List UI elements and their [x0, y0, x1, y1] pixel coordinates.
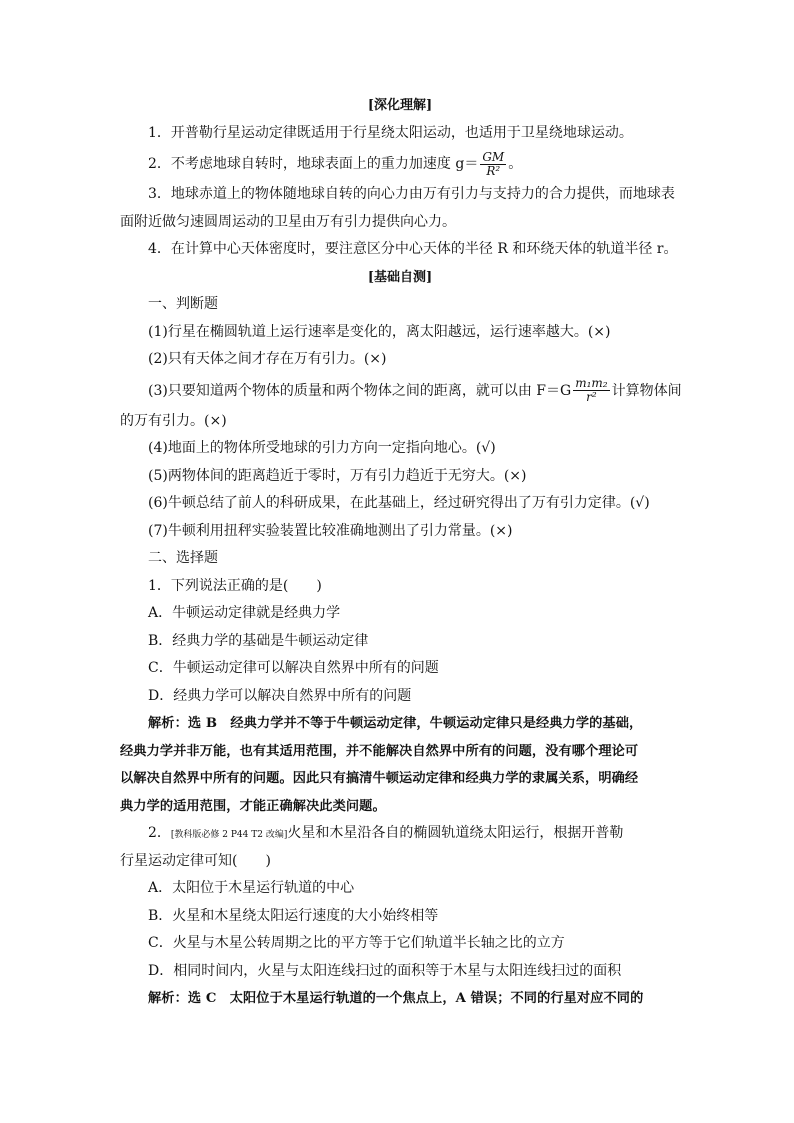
judge-item-4: (4)地面上的物体所受地球的引力方向一定指向地心。(√) [148, 440, 496, 456]
judge-item-6: (6)牛顿总结了前人的科研成果，在此基础上，经过研究得出了万有引力定律。(√) [148, 495, 650, 511]
judge-item-5: (5)两物体间的距离趋近于零时，万有引力趋近于无穷大。(×) [148, 467, 527, 484]
q2-analysis-1: 解析：选 C 太阳位于木星运行轨道的一个焦点上，A 错误；不同的行星对应不同的 [148, 991, 644, 1006]
judge-item-3-text: (3)只要知道两个物体的质量和两个物体之间的距离，就可以由 F＝G [148, 382, 572, 399]
formula-f-num: m₁m₂ [575, 376, 608, 390]
point-2-text: 2．不考虑地球自转时，地球表面上的重力加速度 g＝ [148, 156, 479, 172]
judge-item-3-cont: 的万有引力。(×) [120, 412, 227, 429]
section-heading-deepen: [深化理解] [367, 98, 433, 113]
formula-g-den: R² [486, 163, 501, 178]
formula-g-num: GM [482, 149, 505, 164]
q1-analysis-2: 经典力学并非万能，也有其适用范围，并不能解决自然界中所有的问题，没有哪个理论可 [120, 743, 639, 759]
formula-f-den: r² [586, 390, 597, 404]
q1-option-c: C．牛顿运动定律可以解决自然界中所有的问题 [148, 660, 439, 676]
judge-item-2: (2)只有天体之间才存在万有引力。(×) [148, 351, 387, 367]
q1-option-a: A．牛顿运动定律就是经典力学 [148, 605, 341, 621]
point-2 [120, 147, 680, 181]
section-heading-selftest: [基础自测] [367, 269, 433, 285]
q1-option-b: B．经典力学的基础是牛顿运动定律 [148, 632, 369, 649]
q1-analysis-3: 以解决自然界中所有的问题。因此只有搞清牛顿运动定律和经典力学的隶属关系，明确经 [120, 771, 639, 786]
q2-option-b: B．火星和木星绕太阳运行速度的大小始终相等 [148, 907, 439, 924]
q2-option-a: A．太阳位于木星运行轨道的中心 [148, 880, 355, 896]
q1-stem: 1．下列说法正确的是( ) [148, 577, 322, 594]
point-4: 4．在计算中心天体密度时，要注意区分中心天体的半径 R 和环绕天体的轨道半径 r。 [148, 241, 678, 257]
q2-source: [教科版必修 2 P44 T2 改编] [170, 830, 288, 840]
q2-stem-text: 火星和木星沿各自的椭圆轨道绕太阳运行，根据开普勒 [287, 825, 624, 841]
q2-option-d: D．相同时间内，火星与太阳连线扫过的面积等于木星与太阳连线扫过的面积 [148, 962, 622, 979]
point-1: 1．开普勒行星运动定律既适用于行星绕太阳运动，也适用于卫星绕地球运动。 [148, 124, 633, 141]
formula-f [573, 377, 609, 404]
q1-analysis-1: 解析：选 B 经典力学并不等于牛顿运动定律，牛顿运动定律只是经典力学的基础， [148, 716, 643, 731]
judge-item-7: (7)牛顿利用扭秤实验装置比较准确地测出了引力常量。(×) [148, 522, 513, 539]
document-page [120, 92, 680, 1013]
judge-item-1: (1)行星在椭圆轨道上运行速率是变化的，离太阳越远，运行速率越大。(×) [148, 323, 611, 340]
q2-option-c: C．火星与木星公转周期之比的平方等于它们轨道半长轴之比的立方 [148, 935, 565, 951]
judge-title: 一、判断题 [148, 296, 218, 312]
point-2-tail: 。 [508, 156, 523, 172]
judge-item-3 [120, 374, 680, 408]
q1-analysis-4: 典力学的适用范围，才能正确解决此类问题。 [120, 798, 386, 814]
point-3-cont: 面附近做匀速圆周运动的卫星由万有引力提供向心力。 [120, 213, 456, 230]
judge-item-3-tail: 计算物体间 [611, 382, 682, 399]
q1-option-d: D．经典力学可以解决自然界中所有的问题 [148, 687, 412, 704]
q2-number: 2． [148, 825, 171, 841]
formula-g [480, 151, 506, 178]
q2-stem-cont: 行星运动定律可知( ) [120, 852, 271, 869]
choice-title: 二、选择题 [148, 550, 218, 566]
q2-stem [120, 820, 680, 848]
point-3: 3．地球赤道上的物体随地球自转的向心力由万有引力与支持力的合力提供，而地球表 [148, 186, 675, 202]
